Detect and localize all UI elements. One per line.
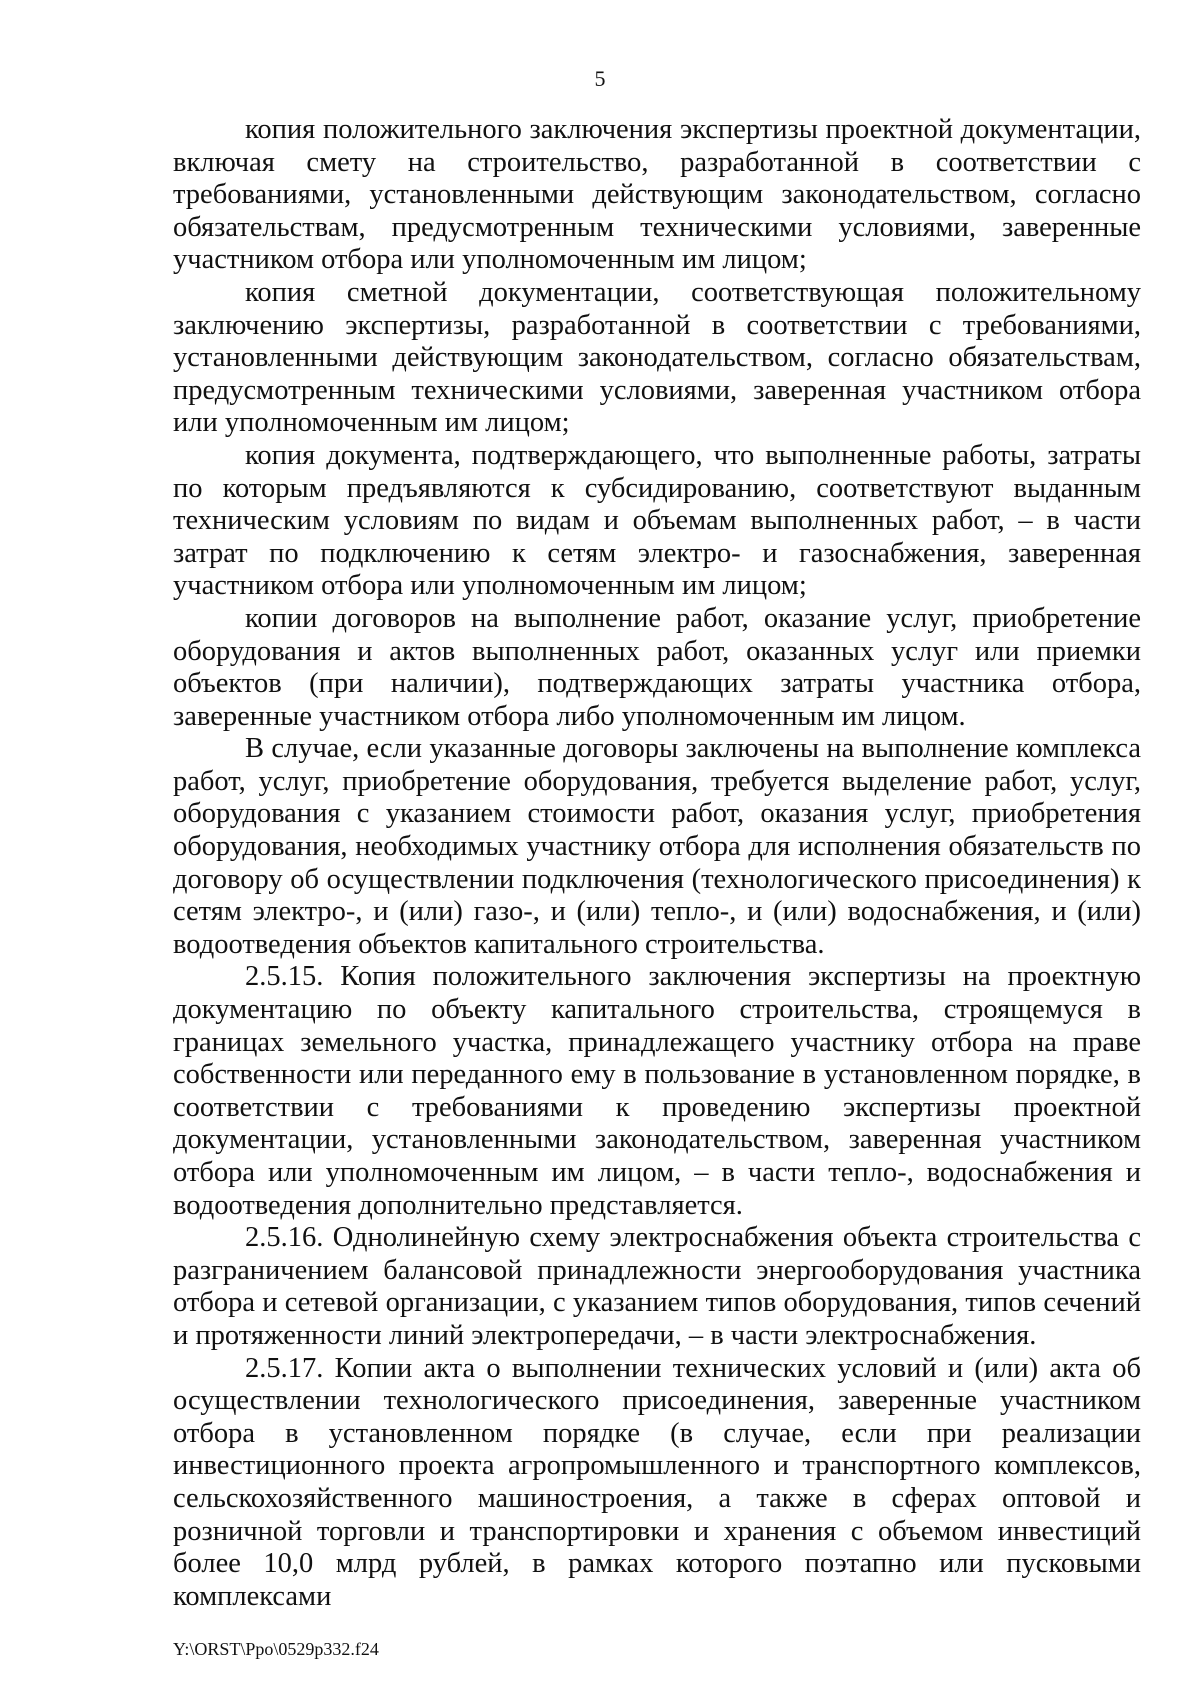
page-number: 5 xyxy=(594,66,606,91)
paragraph-contracts-copies: копии договоров на выполнение работ, оказание услуг, приобретение оборудования и актов выполненных работ, оказанных услуг или приемки объектов (при наличии), подтверждающих затраты участника отбора, заверенные участником отбора либо уполномоченным им лицом. xyxy=(173,602,1141,732)
footer-file-path: Y:\ORST\Ppo\0529p332.f24 xyxy=(173,1639,379,1659)
paragraph-2-5-17: 2.5.17. Копии акта о выполнении технических условий и (или) акта об осуществлении технологического присоединения, заверенные участником отбора в установленном порядке (в случае, если при реализации инвестиционного проекта агропромышленного и транспортного комплексов, сельскохозяйственного машиностроения, а также в сферах оптовой и розничной торговли и транспортировки и хранения с объемом инвестиций более 10,0 млрд рублей, в рамках которого поэтапно или пусковыми комплексами xyxy=(173,1352,1141,1612)
paragraph-2-5-15: 2.5.15. Копия положительного заключения экспертизы на проектную документацию по объекту капитального строительства, строящемуся в границах земельного участка, принадлежащего участнику отбора на праве собственности или переданного ему в пользование в установленном порядке, в соответствии с требованиями к проведению экспертизы проектной документации, установленными законодательством, заверенная участником отбора или уполномоченным им лицом, – в части тепло-, водоснабжения и водоотведения дополнительно представляется. xyxy=(173,961,1141,1221)
document-body xyxy=(173,114,1141,1613)
paragraph-estimate-documentation: копия сметной документации, соответствующая положительному заключению экспертизы, разработанной в соответствии с требованиями, установленными действующим законодательством, согласно обязательствам, предусмотренным техническими условиями, заверенная участником отбора или уполномоченным им лицом; xyxy=(173,276,1141,439)
paragraph-expertise-copy: копия положительного заключения экспертизы проектной документации, включая смету на строительство, разработанной в соответствии с требованиями, установленными действующим законодательством, согласно обязательствам, предусмотренным техническими условиями, заверенные участником отбора или уполномоченным им лицом; xyxy=(173,114,1141,276)
paragraph-2-5-16: 2.5.16. Однолинейную схему электроснабжения объекта строительства с разграничением балансовой принадлежности энергооборудования участника отбора и сетевой организации, с указанием типов оборудования, типов сечений и протяженности линий электропередачи, – в части электроснабжения. xyxy=(173,1222,1141,1351)
paragraph-complex-contracts: В случае, если указанные договоры заключены на выполнение комплекса работ, услуг, приобретение оборудования, требуется выделение работ, услуг, оборудования с указанием стоимости работ, оказания услуг, приобретения оборудования, необходимых участнику отбора для исполнения обязательств по договору об осуществлении подключения (технологического присоединения) к сетям электро-, и (или) газо-, и (или) тепло-, и (или) водоснабжения, и (или) водоотведения объектов капитального строительства. xyxy=(173,733,1141,960)
paragraph-works-confirmation: копия документа, подтверждающего, что выполненные работы, затраты по которым предъявляются к субсидированию, соответствуют выданным техническим условиям по видам и объемам выполненных работ, – в части затрат по подключению к сетям электро- и газоснабжения, заверенная участником отбора или уполномоченным им лицом; xyxy=(173,439,1141,602)
